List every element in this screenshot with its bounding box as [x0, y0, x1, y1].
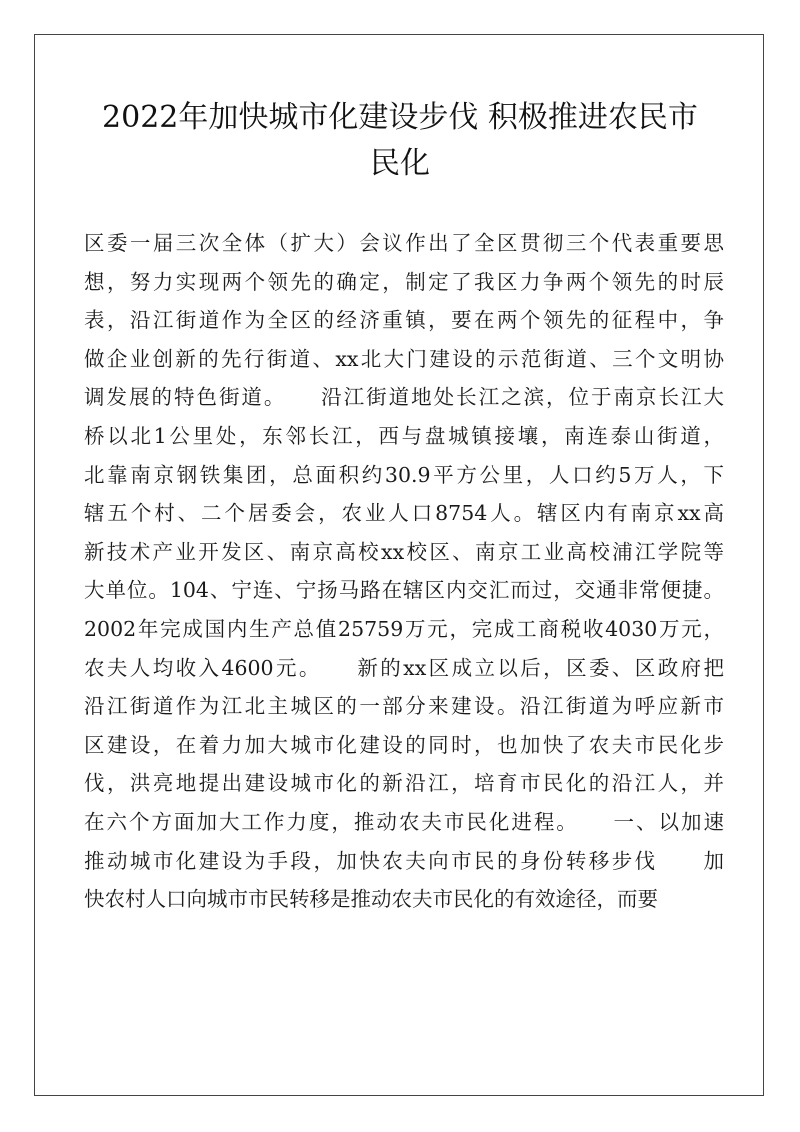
document-title — [60, 95, 740, 187]
body-line: 做企业创新的先行街道、xx北大门建设的示范街道、三个文明协 — [84, 346, 724, 371]
body-line: 在六个方面加大工作力度，推动农夫市民化进程。 一、以加速 — [84, 809, 724, 834]
body-line: 北靠南京钢铁集团，总面积约30.9平方公里，人口约5万人，下 — [84, 462, 724, 487]
body-line: 表，沿江街道作为全区的经济重镇，要在两个领先的征程中，争 — [84, 308, 724, 333]
body-paragraph — [84, 224, 724, 919]
body-line: 想，努力实现两个领先的确定，制定了我区力争两个领先的时辰 — [84, 269, 724, 294]
body-line: 2002年完成国内生产总值25759万元，完成工商税收4030万元， — [84, 616, 724, 641]
body-line: 推动城市化建设为手段，加快农夫向市民的身份转移步伐 加 — [84, 848, 724, 873]
body-line: 伐，洪亮地提出建设城市化的新沿江，培育市民化的沿江人，并 — [84, 771, 724, 796]
body-line: 桥以北1公里处，东邻长江，西与盘城镇接壤，南连泰山街道， — [84, 423, 724, 448]
title-line-1: 2022年加快城市化建设步伐 积极推进农民市 — [102, 100, 698, 135]
body-line: 区委一届三次全体（扩大）会议作出了全区贯彻三个代表重要思 — [84, 231, 724, 255]
body-line: 辖五个村、二个居委会，农业人口8754人。辖区内有南京xx高 — [84, 501, 724, 526]
body-line: 农夫人均收入4600元。 新的xx区成立以后，区委、区政府把 — [84, 655, 724, 680]
body-line: 区建设，在着力加大城市化建设的同时，也加快了农夫市民化步 — [84, 732, 724, 757]
body-line: 调发展的特色街道。 沿江街道地处长江之滨，位于南京长江大 — [84, 385, 724, 410]
body-line: 大单位。104、宁连、宁扬马路在辖区内交汇而过，交通非常便捷。 — [84, 578, 724, 603]
title-line-2: 民化 — [370, 146, 430, 181]
body-line: 快农村人口向城市市民转移是推动农夫市民化的有效途径，而要 — [84, 887, 658, 912]
body-line: 新技术产业开发区、南京高校xx校区、南京工业高校浦江学院等 — [84, 539, 724, 564]
body-line: 沿江街道作为江北主城区的一部分来建设。沿江街道为呼应新市 — [84, 694, 724, 719]
